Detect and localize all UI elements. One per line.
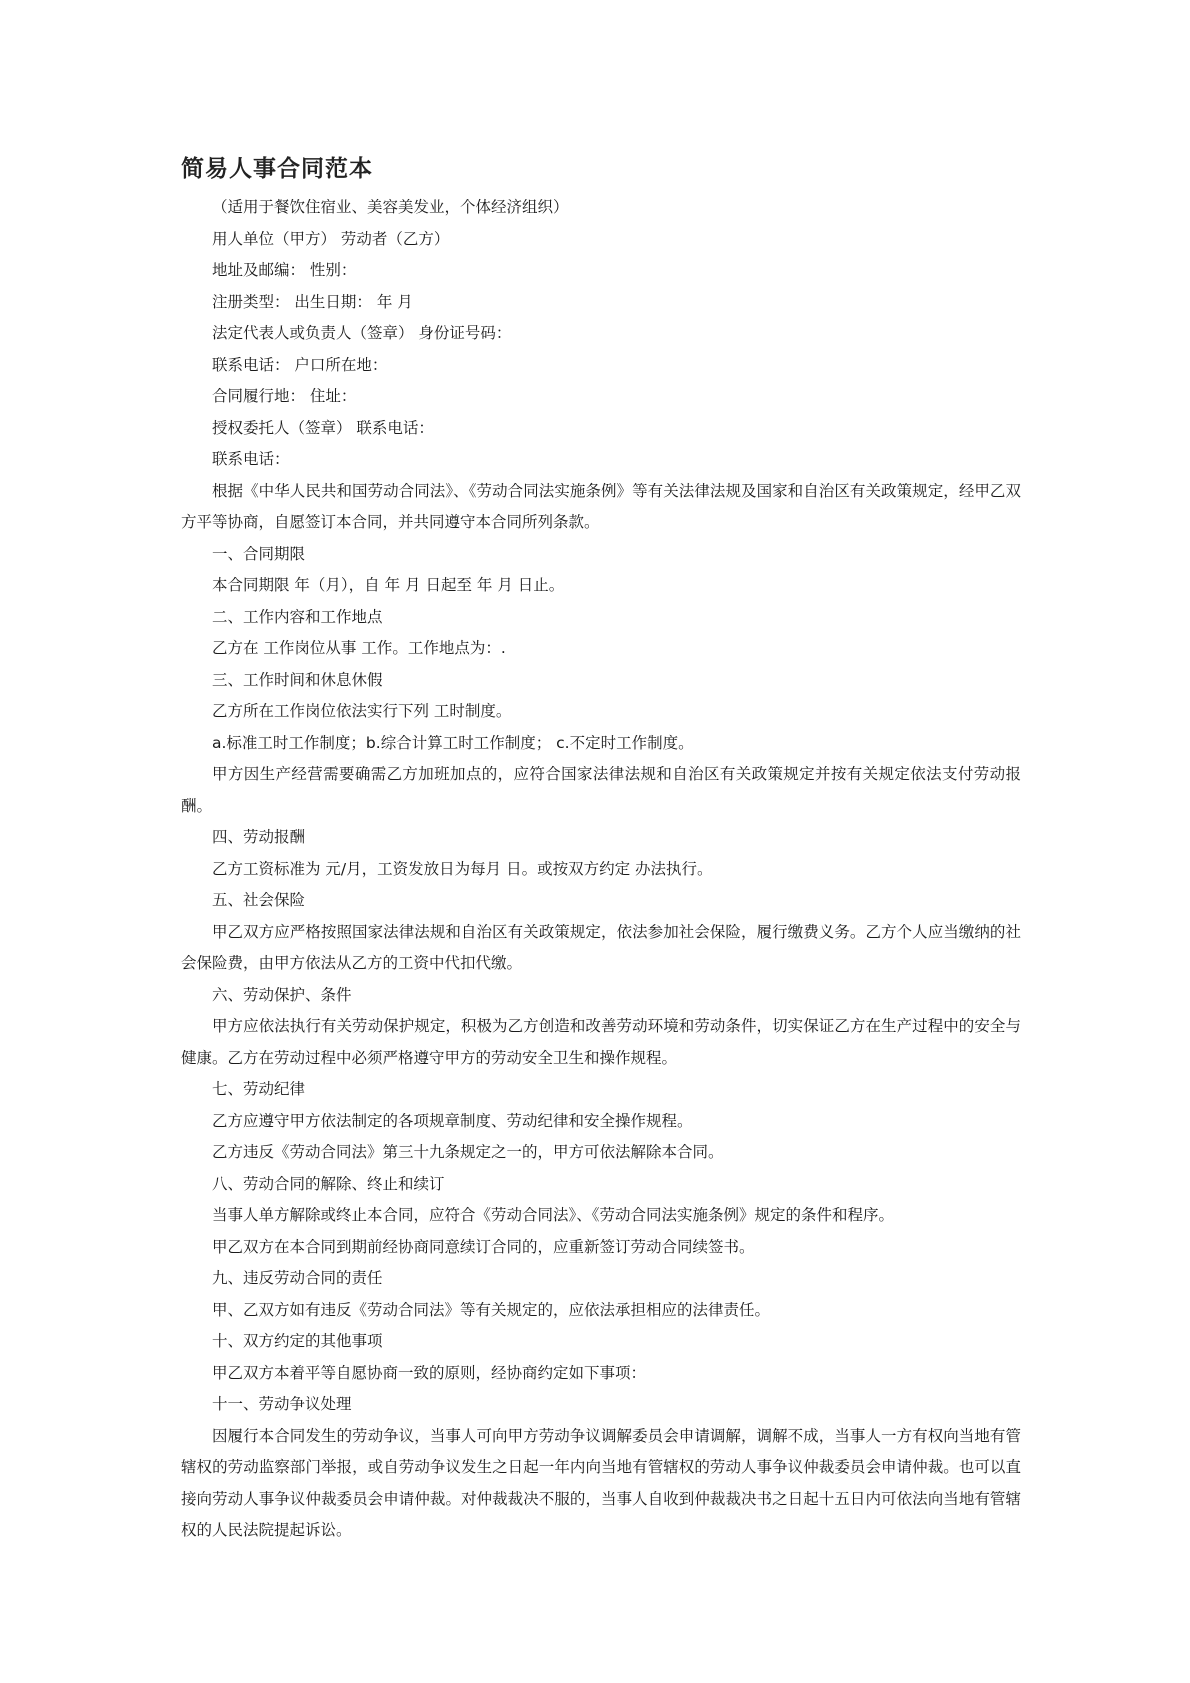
- section-heading: 九、违反劳动合同的责任: [212, 1269, 383, 1287]
- section-paragraph: 乙方所在工作岗位依法实行下列 工时制度。: [212, 702, 512, 720]
- section-paragraph: 乙方应遵守甲方依法制定的各项规章制度、劳动纪律和安全操作规程。: [212, 1111, 693, 1130]
- document-subtitle: （适用于餐饮住宿业、美容美发业，个体经济组织）: [212, 198, 569, 216]
- section-paragraph: 甲乙双方在本合同到期前经协商同意续订合同的，应重新签订劳动合同续签书。: [212, 1237, 755, 1256]
- section-heading: 一、合同期限: [212, 544, 306, 563]
- header-field-phone: 联系电话： 户口所在地：: [212, 355, 388, 374]
- section-paragraph: 乙方在 工作岗位从事 工作。工作地点为：.: [212, 639, 506, 657]
- section-heading: 十、双方约定的其他事项: [212, 1332, 383, 1350]
- section-heading: 二、工作内容和工作地点: [212, 607, 383, 626]
- section-heading: 七、劳动纪律: [212, 1080, 306, 1098]
- header-field-address: 地址及邮编： 性别：: [212, 261, 357, 279]
- header-field-registration: 注册类型： 出生日期： 年 月: [212, 292, 413, 311]
- document-title: 简易人事合同范本: [181, 155, 373, 182]
- section-paragraph: 当事人单方解除或终止本合同，应符合《劳动合同法》、《劳动合同法实施条例》规定的条件和程序。: [212, 1206, 895, 1224]
- section-paragraph: a.标准工时工作制度；b.综合计算工时工作制度； c.不定时工作制度。: [212, 733, 694, 752]
- section-heading: 三、工作时间和休息休假: [212, 670, 383, 689]
- header-field-employer: 用人单位（甲方） 劳动者（乙方）: [212, 229, 450, 248]
- section-heading: 四、劳动报酬: [212, 828, 306, 846]
- header-field-location: 合同履行地： 住址：: [212, 387, 357, 405]
- section-paragraph: 甲方因生产经营需要确需乙方加班加点的，应符合国家法律法规和自治区有关政策规定并按有关规定依法支付劳动报酬。: [181, 765, 1021, 815]
- section-heading: 六、劳动保护、条件: [212, 985, 352, 1004]
- section-heading: 八、劳动合同的解除、终止和续订: [212, 1174, 445, 1193]
- section-heading: 五、社会保险: [212, 891, 306, 909]
- section-paragraph: 乙方工资标准为 元/月，工资发放日为每月 日。或按双方约定 办法执行。: [212, 859, 713, 878]
- contract-document: [181, 152, 1021, 1547]
- header-field-agent: 授权委托人（签章） 联系电话：: [212, 418, 434, 437]
- section-paragraph: 乙方违反《劳动合同法》第三十九条规定之一的，甲方可依法解除本合同。: [212, 1143, 724, 1161]
- section-paragraph: 甲、乙双方如有违反《劳动合同法》等有关规定的，应依法承担相应的法律责任。: [212, 1300, 771, 1319]
- preamble-paragraph: 根据《中华人民共和国劳动合同法》、《劳动合同法实施条例》等有关法律法规及国家和自治区有关政策规定，经甲乙双方平等协商，自愿签订本合同，并共同遵守本合同所列条款。: [181, 481, 1021, 531]
- section-paragraph: 本合同期限 年（月），自 年 月 日起至 年 月 日止。: [212, 576, 565, 594]
- section-paragraph: 甲乙双方本着平等自愿协商一致的原则，经协商约定如下事项：: [212, 1363, 647, 1382]
- header-field-representative: 法定代表人或负责人（签章） 身份证号码：: [212, 324, 512, 342]
- section-heading: 十一、劳动争议处理: [212, 1395, 352, 1413]
- header-field-contact: 联系电话：: [212, 450, 290, 468]
- section-paragraph: 甲方应依法执行有关劳动保护规定，积极为乙方创造和改善劳动环境和劳动条件，切实保证乙方在生产过程中的安全与健康。乙方在劳动过程中必须严格遵守甲方的劳动安全卫生和操作规程。: [181, 1017, 1021, 1067]
- section-paragraph: 因履行本合同发生的劳动争议，当事人可向甲方劳动争议调解委员会申请调解，调解不成，当事人一方有权向当地有管辖权的劳动监察部门举报，或自劳动争议发生之日起一年内向当地有管辖权的劳动人事争议仲裁委员会申请仲裁。也可以直接向劳动人事争议仲裁委员会申请仲裁。对仲裁裁决不服的，当事人自收到仲裁裁决书之日起十五日内可依法向当地有管辖权的人民法院提起诉讼。: [181, 1426, 1021, 1539]
- section-paragraph: 甲乙双方应严格按照国家法律法规和自治区有关政策规定，依法参加社会保险，履行缴费义务。乙方个人应当缴纳的社会保险费，由甲方依法从乙方的工资中代扣代缴。: [181, 922, 1021, 972]
